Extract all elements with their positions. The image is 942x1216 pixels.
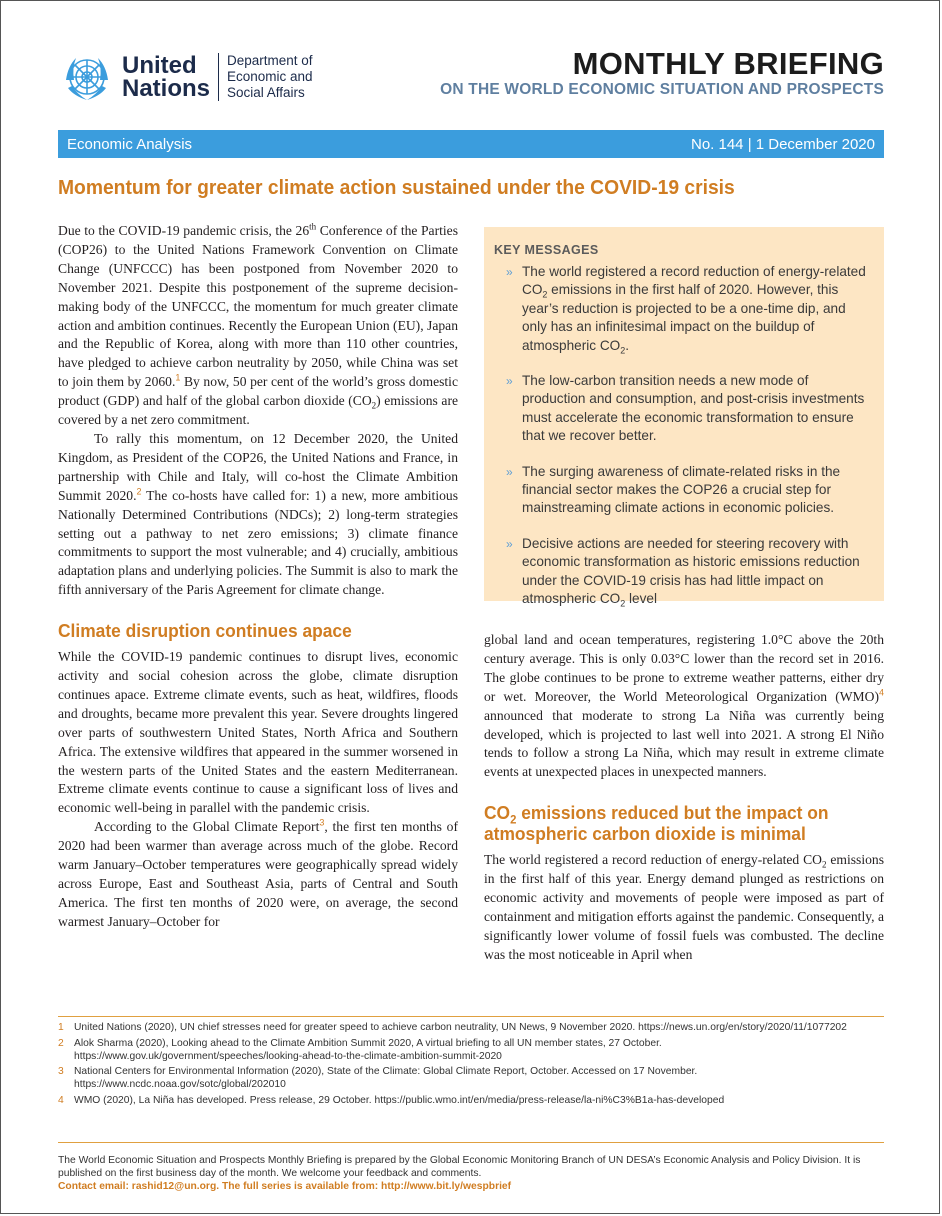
chevron-icon: » — [506, 374, 513, 389]
section-bar — [58, 130, 884, 158]
org-line2: Nations — [122, 75, 211, 102]
dept-line2: Economic and — [227, 69, 313, 84]
paragraph: Due to the COVID-19 pandemic crisis, the 26th Conference of the Parties (COP26) to the United Nations Framework Convention on Climate Change (UNFCCC) has been postponed from November 2020 to November 2021. Despite this postponement of the supreme decision-making body of the UNFCCC, the momentum for much greater climate action and ambition continues. Recently the European Union (EU), Japan and the Republic of Korea, along with more than 110 other countries, have pledged to achieve carbon neutrality by 2050, while China was set to join them by 2060.$^1$ By now, 50 per cent of the world’s gross domestic product (GDP) and half of the global carbon dioxide $(CO_2)$ emissions are covered by a net zero commitment. — [58, 221, 459, 428]
footnote-ref[interactable]: 4 — [878, 687, 884, 698]
logo-divider — [218, 53, 219, 101]
bottom-divider — [58, 1142, 884, 1143]
un-emblem-icon — [60, 50, 114, 104]
footnote: 3 National Centers for Environmental Information (2020), State of the Climate: Global Climate Report, October. Accessed on 17 November. https://www.ncdc.noaa.gov/sotc/global/202010 — [58, 1066, 698, 1091]
paragraph: global land and ocean temperatures, registering 1.0°C above the 20th century average. This is only 0.03°C lower than the record set in 2016. The globe continues to be prone to extreme weather patterns, either dry or wet. Moreover, the World Meteorological Organization (WMO)$^4$ announced that moderate to strong La Niña was currently being developed, which is projected to last well into 2021. A strong El Niño tends to follow a strong La Niña, which may result in extreme climate events at unexpected places in unexpected manners. — [484, 632, 884, 780]
footnote: 2 Alok Sharma (2020), Looking ahead to the Climate Ambition Summit 2020, A virtual briefing to all UN member states, 27 October. https://www.gov.uk/government/speeches/looking-ahead-to-the-climate-ambition-summit-2020 — [58, 1037, 662, 1062]
footnotes — [58, 1022, 884, 1111]
briefing-title-block — [440, 46, 884, 99]
issue-label: No. 144 | 1 December 2020 — [690, 135, 875, 153]
department-name — [227, 53, 313, 101]
footnote: 4 WMO (2020), La Niña has developed. Press release, 29 October. https://public.wmo.int/en/media/press-release/la-ni%C3%B1a-has-developed — [58, 1094, 725, 1106]
paragraph: According to the Global Climate Report$^3$, the first ten months of 2020 had been warmer than average across much of the globe. Record warm January–October temperatures were geographically spread widely across Europe, East and Southeast Asia, parts of Central and South America. The first ten months of 2020 were, on average, the second warmest January–October for — [58, 817, 458, 929]
key-message-item: » Decisive actions are needed for steering recovery with economic transformation as historic emissions reduction under the COVID-19 crisis has had little impact on atmospheric $CO_2$ level — [494, 535, 872, 609]
section-label: Economic Analysis — [67, 135, 193, 153]
briefing-title: MONTHLY BRIEFING — [572, 46, 884, 81]
chevron-icon: » — [506, 265, 513, 279]
paragraph: While the COVID-19 pandemic continues to disrupt lives, economic activity and social cohesion across the globe, climate disruption continues apace. Extreme climate events, such as heat, wildfires, floods and droughts, became more prevalent this year. Severe droughts lingered over parts of southwestern United States, North Africa and Southern Africa. The extensive wildfires that appeared in the summer worsened in the western parts of the United States and the eastern Mediterranean. Extreme climate events continue to cause a significant loss of lives and economic well-being in parallel with the pandemic crisis. — [58, 649, 458, 816]
footnote-divider — [58, 1016, 884, 1017]
footnote-ref[interactable]: 3 — [319, 817, 325, 828]
right-column — [484, 631, 884, 965]
contact-link[interactable]: Contact email: rashid12@un.org. The full series is available from: http://www.bit.ly/wespbrief — [58, 1181, 512, 1193]
section-heading: $CO_2$ emissions reduced but the impact on atmospheric carbon dioxide is minimal — [484, 802, 829, 845]
key-messages-heading: KEY MESSAGES — [494, 243, 599, 257]
publication-info — [58, 1154, 884, 1194]
chevron-icon: » — [506, 464, 513, 479]
org-line1: United — [122, 52, 197, 79]
key-message-item: » The surging awareness of climate-related risks in the financial sector makes the COP26 a crucial step for mainstreaming climate actions in economic policies. — [494, 463, 872, 518]
dept-line3: Social Affairs — [227, 85, 305, 100]
key-message-item: » The world registered a record reduction of energy-related $CO_2$ emissions in the first half of 2020. However, this year’s reduction is projected to be a one-time dip, and only has an infinitesimal impact on the buildup of atmospheric $CO_2$. — [494, 263, 872, 355]
briefing-subtitle: ON THE WORLD ECONOMIC SITUATION AND PROSPECTS — [440, 81, 884, 98]
paragraph: To rally this momentum, on 12 December 2020, the United Kingdom, as President of the COP26, the United Nations and France, in partnership with Chile and Italy, will co-host the Climate Ambition Summit 2020.$^2$ The co-hosts have called for: 1) a new, more ambitious Nationally Determined Contributions (NDCs); 2) long-term strategies setting out a pathway to net zero emissions; 3) climate finance commitments to support the most vulnerable; and 4) crucially, ambitious adaptation plans and underlying policies. The Summit is also to mark the fifth anniversary of the Paris Agreement for climate change. — [58, 430, 458, 598]
un-wordmark — [122, 54, 210, 100]
key-message-item: » The low-carbon transition needs a new mode of production and consumption, and post-crisis investments must accelerate the economic transformation to ensure that we recover better. — [494, 372, 872, 446]
publication-note: The World Economic Situation and Prospects Monthly Briefing is prepared by the Global Economic Monitoring Branch of UN DESA’s Economic Analysis and Policy Division. It is published on the first business day of the month. We welcome your feedback and comments. — [58, 1155, 861, 1180]
chevron-icon: » — [506, 536, 513, 551]
un-logo — [60, 50, 313, 104]
footnote-ref[interactable]: 2 — [136, 486, 142, 497]
left-column — [58, 222, 458, 932]
headline: Momentum for greater climate action sustained under the COVID-19 crisis — [58, 176, 735, 199]
key-messages-box — [484, 227, 884, 609]
section-heading: Climate disruption continues apace — [58, 620, 352, 642]
footnote: 1 United Nations (2020), UN chief stresses need for greater speed to achieve carbon neutrality, UN News, 9 November 2020. https://news.un.org/en/story/2020/11/1077202 — [58, 1022, 847, 1033]
paragraph: The world registered a record reduction of energy-related $CO_2$ emissions in the first half of this year. Energy demand plunged as restrictions on economic activity and movements of people were imposed as part of containment and mitigation efforts against the pandemic. Consequently, a significantly lower volume of fossil fuels was combusted. The decline was the most noticeable in April when — [484, 852, 884, 962]
footnote-ref[interactable]: 1 — [175, 372, 181, 383]
dept-line1: Department of — [227, 53, 313, 68]
